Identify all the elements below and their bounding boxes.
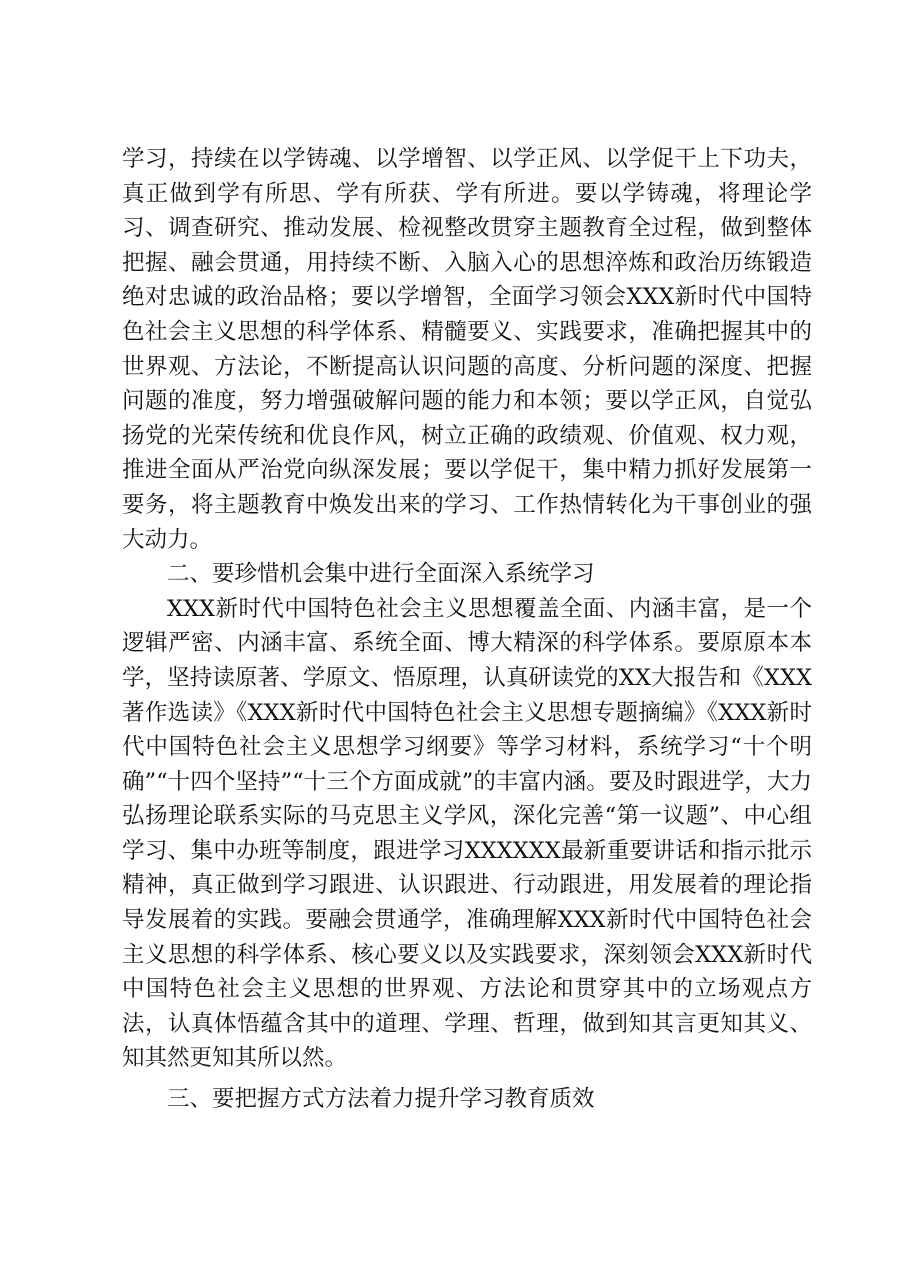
paragraph-section-2: XXX新时代中国特色社会主义思想覆盖全面、内涵丰富，是一个逻辑严密、内涵丰富、系统全面、博大精深的科学体系。要原原本本学，坚持读原著、学原文、悟原理，认真研读党的XX大报告和《XXX著作选读》《XXX新时代中国特色社会主义思想专题摘编》《XXX新时代中国特色社会主义思想学习纲要》等学习材料，系统学习“十个明确”“十四个坚持”“十三个方面成就”的丰富内涵。要及时跟进学，大力弘扬理论联系实际的马克思主义学风，深化完善“第一议题”、中心组学习、集中办班等制度，跟进学习XXXXXX最新重要讲话和指示批示精神，真正做到学习跟进、认识跟进、行动跟进，用发展着的理论指导发展着的实践。要融会贯通学，准确理解XXX新时代中国特色社会主义思想的科学体系、核心要义以及实践要求，深刻领会XXX新时代中国特色社会主义思想的世界观、方法论和贯穿其中的立场观点方法，认真体悟蕴含其中的道理、学理、哲理，做到知其言更知其义、知其然更知其所以然。 xyxy=(122,595,812,1072)
document-page xyxy=(122,142,812,1117)
section-heading-3: 三、要把握方式方法着力提升学习教育质效 xyxy=(167,1086,595,1113)
section-heading-2: 二、要珍惜机会集中进行全面深入系统学习 xyxy=(167,561,595,588)
paragraph-continued: 学习，持续在以学铸魂、以学增智、以学正风、以学促干上下功夫，真正做到学有所思、学有所获、学有所进。要以学铸魂，将理论学习、调查研究、推动发展、检视整改贯穿主题教育全过程，做到整体把握、融会贯通，用持续不断、入脑入心的思想淬炼和政治历练锻造绝对忠诚的政治品格；要以学增智，全面学习领会XXX新时代中国特色社会主义思想的科学体系、精髓要义、实践要求，准确把握其中的世界观、方法论，不断提高认识问题的高度、分析问题的深度、把握问题的准度，努力增强破解问题的能力和本领；要以学正风，自觉弘扬党的光荣传统和优良作风，树立正确的政绩观、价值观、权力观，推进全面从严治党向纵深发展；要以学促干，集中精力抓好发展第一要务，将主题教育中焕发出来的学习、工作热情转化为干事创业的强大动力。 xyxy=(122,146,812,553)
